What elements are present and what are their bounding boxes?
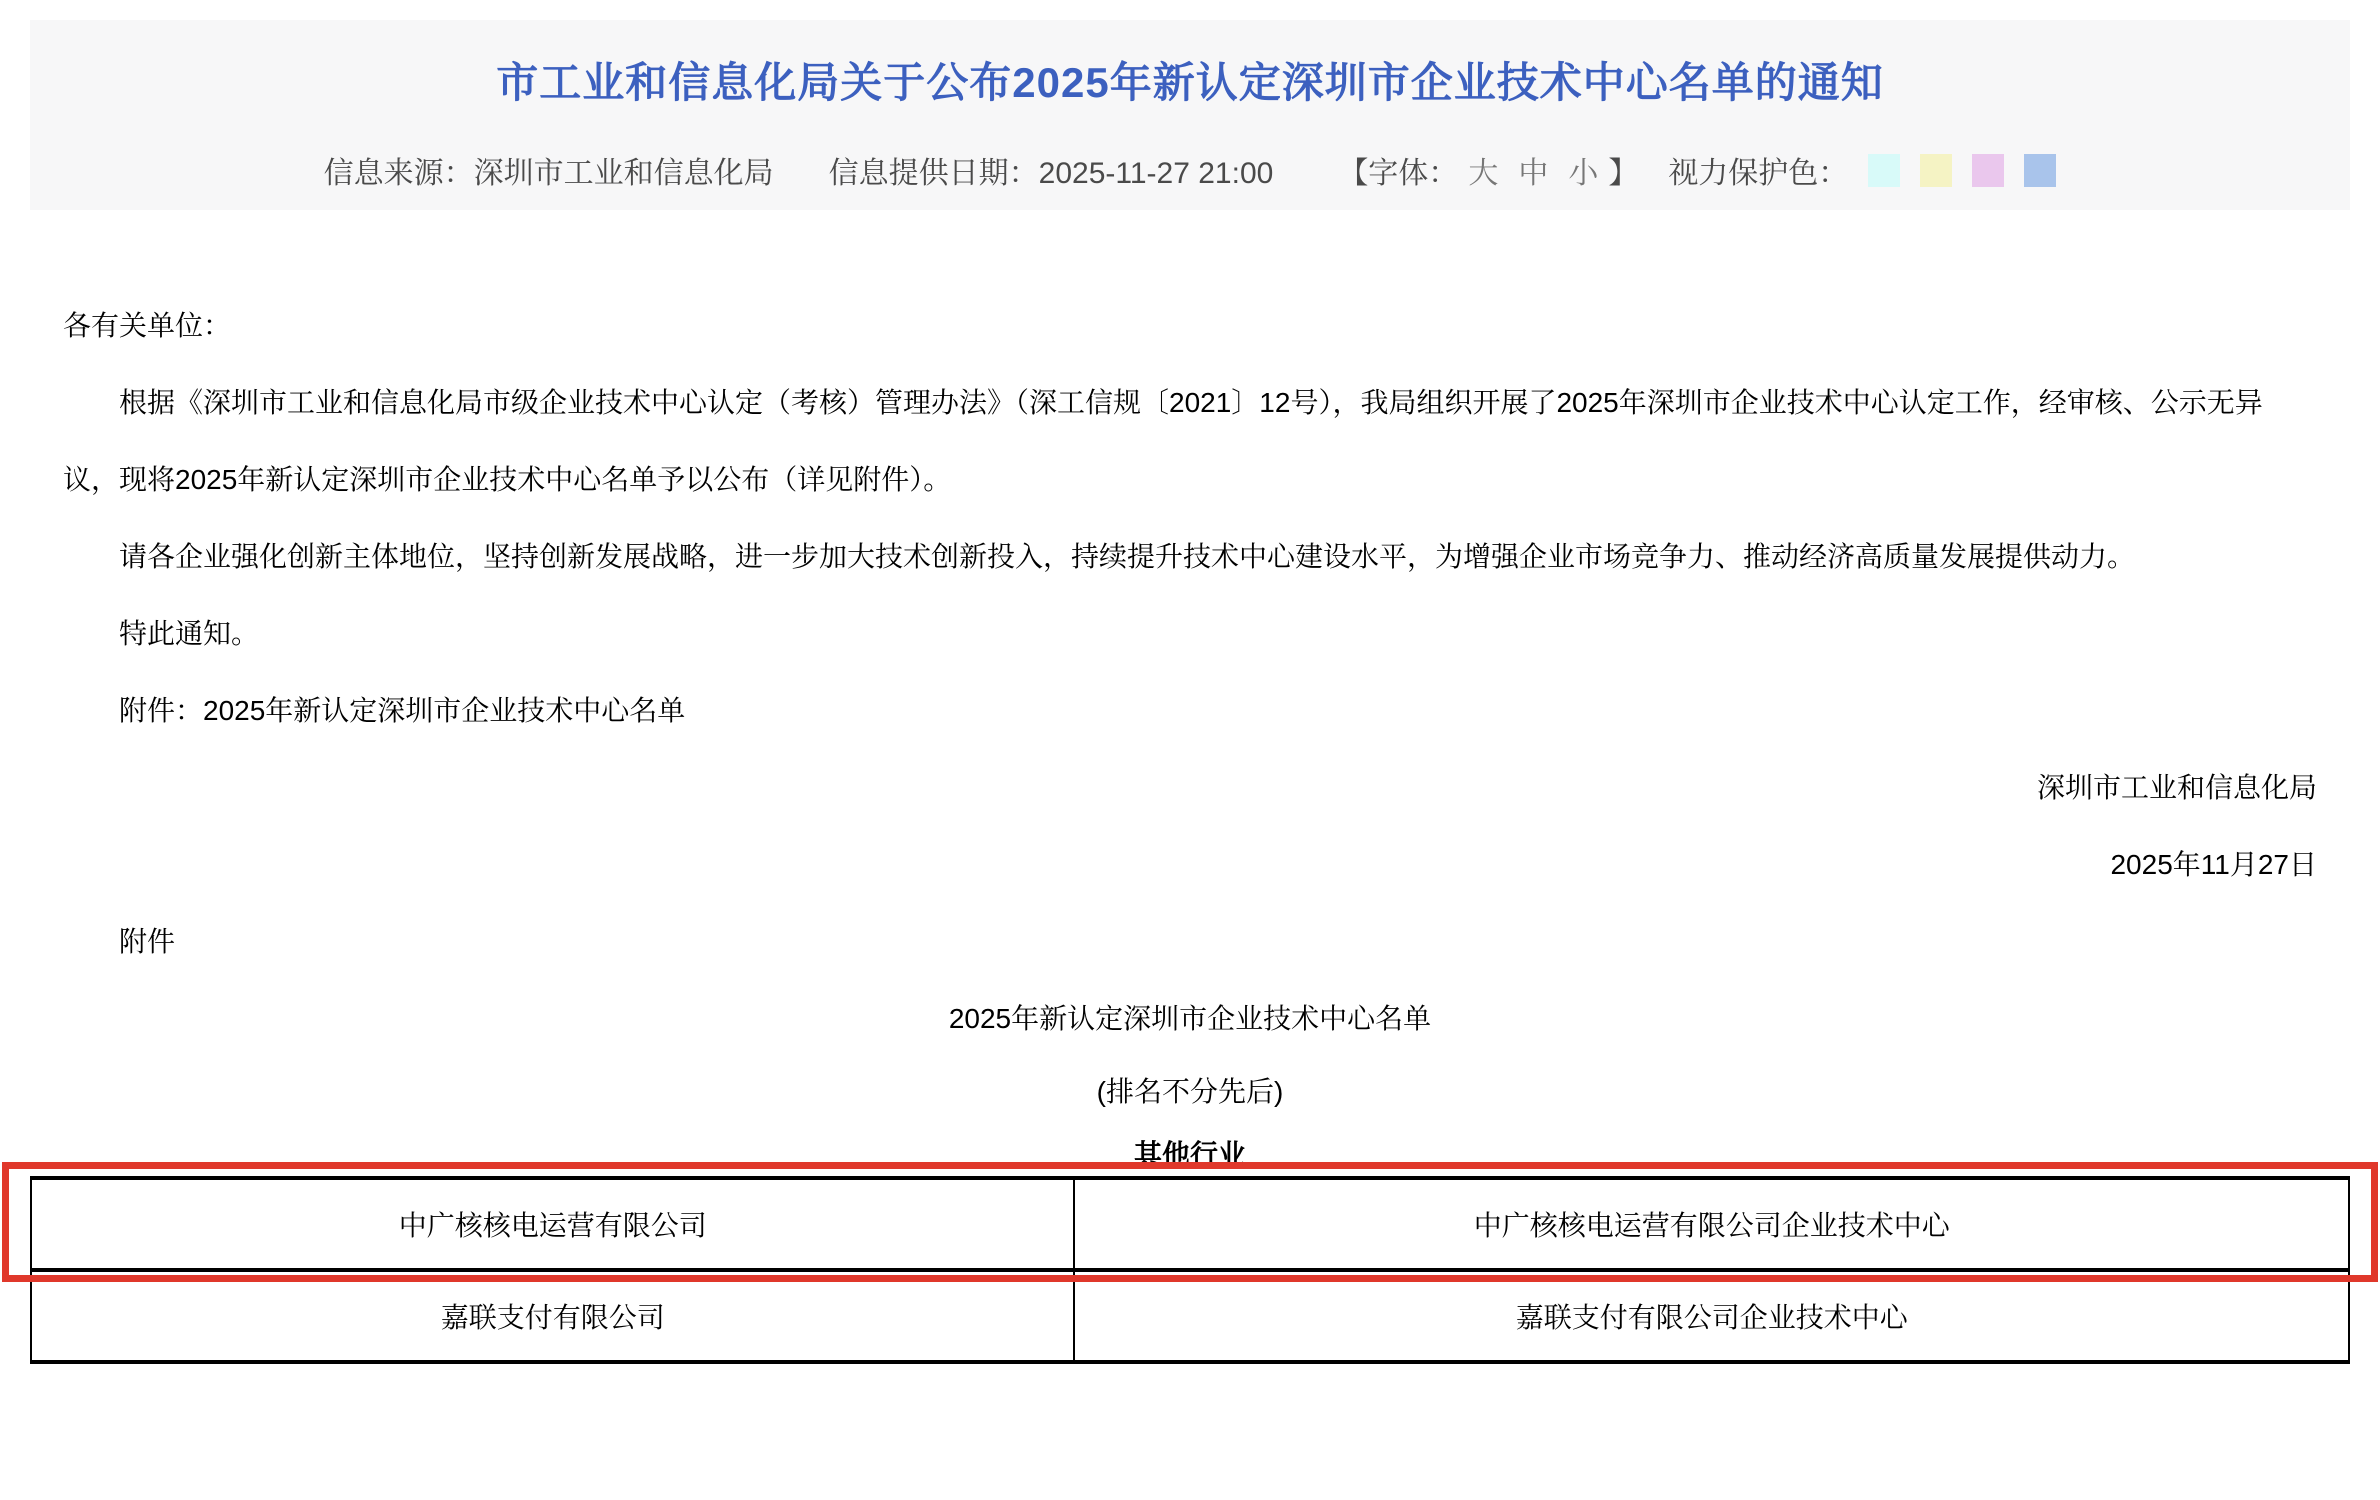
category-heading: 其他行业 [1133,1139,1246,1170]
paragraph-closing: 特此通知。 [119,618,260,649]
eye-protect-swatch-cyan[interactable] [1868,154,1900,187]
eye-protect-swatch-pink[interactable] [1972,154,2004,187]
attachment-line: 附件：2025年新认定深圳市企业技术中心名单 [119,695,686,726]
info-date: 信息提供日期：2025-11-27 21:00 [828,157,1274,190]
salutation: 各有关单位： [63,310,232,341]
font-size-large[interactable]: 大 [1468,157,1499,190]
font-size-control [1338,148,1638,192]
eye-protect-swatches [1848,154,2056,187]
company-name-cell: 嘉联支付有限公司 [31,1270,1074,1362]
eye-protect-swatch-yellow[interactable] [1920,154,1952,187]
font-size-small[interactable]: 小 [1568,157,1599,190]
appendix-label: 附件 [119,926,176,957]
center-name-cell: 嘉联支付有限公司企业技术中心 [1074,1270,2349,1362]
sign-date: 2025年11月27日 [2110,849,2317,880]
company-name-cell: 中广核核电运营有限公司 [31,1178,1074,1270]
notice-body [63,287,2317,1183]
appendix-subtitle: (排名不分先后) [1096,1076,1284,1107]
info-source: 信息来源：深圳市工业和信息化局 [323,157,774,190]
font-bracket-close: 】 [1608,157,1639,190]
font-bracket-open: 【字体： [1338,157,1459,190]
page-title: 市工业和信息化局关于公布2025年新认定深圳市企业技术中心名单的通知 [496,59,1884,106]
eye-protect-label: 视力保护色： [1668,157,1849,190]
paragraph-basis: 根据《深圳市工业和信息化局市级企业技术中心认定（考核）管理办法》（深工信规〔2021〕12号），我局组织开展了2025年深圳市企业技术中心认定工作，经审核、公示无异议，现将2025年新认定深圳市企业技术中心名单予以公布（详见附件）。 [63,387,2263,495]
table-row [31,1178,2349,1270]
center-name-cell: 中广核核电运营有限公司企业技术中心 [1074,1178,2349,1270]
signer: 深圳市工业和信息化局 [2036,772,2317,803]
font-size-medium[interactable]: 中 [1518,157,1549,190]
table-row [31,1270,2349,1362]
header-band [30,20,2350,210]
eye-protect-swatch-blue[interactable] [2024,154,2056,187]
appendix-title: 2025年新认定深圳市企业技术中心名单 [948,1003,1432,1034]
info-line [30,148,2350,192]
enterprise-center-table [30,1176,2350,1364]
paragraph-encourage: 请各企业强化创新主体地位，坚持创新发展战略，进一步加大技术创新投入，持续提升技术中心建设水平，为增强企业市场竞争力、推动经济高质量发展提供动力。 [119,541,2136,572]
